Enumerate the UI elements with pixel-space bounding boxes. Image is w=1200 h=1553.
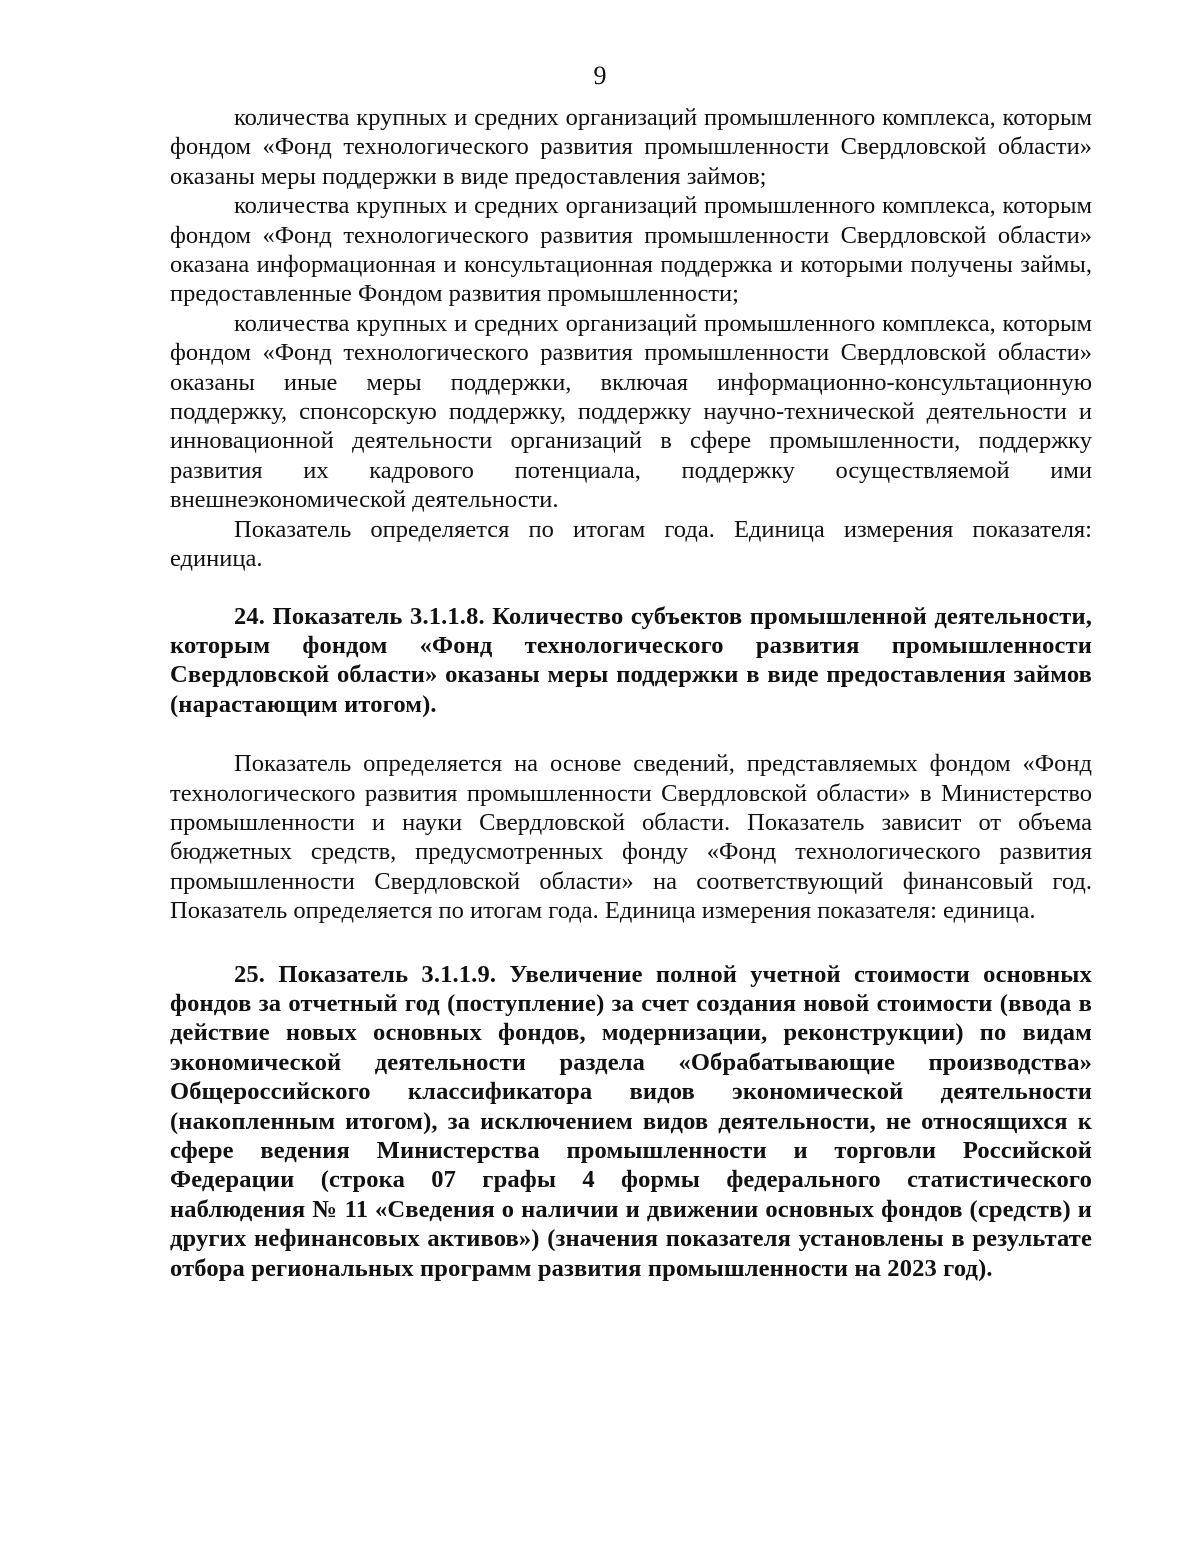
indicator-24-heading: 24. Показатель 3.1.1.8. Количество субъектов промышленной деятельности, которым фондом «Фонд технологического развития промышленности Свердловской области» оказаны меры поддержки в виде предоставления займов (нарастающим итогом). xyxy=(170,602,1092,718)
indicator-24-description: Показатель определяется на основе сведений, представляемых фондом «Фонд технологического развития промышленности Свердловской области» в Министерство промышленности и науки Свердловской области. Показатель зависит от объема бюджетных средств, предусмотренных фонду «Фонд технологического развития промышленности Свердловской области» на соответствующий финансовый год. Показатель определяется по итогам года. Единица измерения показателя: единица. xyxy=(170,750,1092,925)
spacer xyxy=(170,574,1092,602)
spacer xyxy=(170,926,1092,960)
document-body xyxy=(170,103,1092,1283)
paragraph-support-loans: количества крупных и средних организаций промышленного комплекса, которым фондом «Фонд технологического развития промышленности Свердловской области» оказаны меры поддержки в виде предоставления займов; xyxy=(170,104,1092,190)
paragraph-support-consulting: количества крупных и средних организаций промышленного комплекса, которым фондом «Фонд технологического развития промышленности Свердловской области» оказана информационная и консультационная поддержка и которыми получены займы, предоставленные Фондом развития промышленности; xyxy=(170,192,1092,308)
paragraph-support-other: количества крупных и средних организаций промышленного комплекса, которым фондом «Фонд технологического развития промышленности Свердловской области» оказаны иные меры поддержки, включая информационно-консультационную поддержку, спонсорскую поддержку, поддержку научно-технической деятельности и инновационной деятельности организаций в сфере промышленности, поддержку развития их кадрового потенциала, поддержку осуществляемой ими внешнеэкономической деятельности. xyxy=(170,309,1092,514)
spacer xyxy=(170,719,1092,749)
paragraph-measurement-unit: Показатель определяется по итогам года. Единица измерения показателя: единица. xyxy=(170,515,1092,573)
page-number: 9 xyxy=(593,61,607,90)
indicator-25-heading: 25. Показатель 3.1.1.9. Увеличение полной учетной стоимости основных фондов за отчетный год (поступление) за счет создания новой стоимости (ввода в действие новых основных фондов, модернизации, реконструкции) по видам экономической деятельности раздела «Обрабатывающие производства» Общероссийского классификатора видов экономической деятельности (накопленным итогом), за исключением видов деятельности, не относящихся к сфере ведения Министерства промышленности и торговли Российской Федерации (строка 07 графы 4 формы федерального статистического наблюдения № 11 «Сведения о наличии и движении основных фондов (средств) и других нефинансовых активов») (значения показателя установлены в результате отбора региональных программ развития промышленности на 2023 год). xyxy=(170,960,1092,1282)
